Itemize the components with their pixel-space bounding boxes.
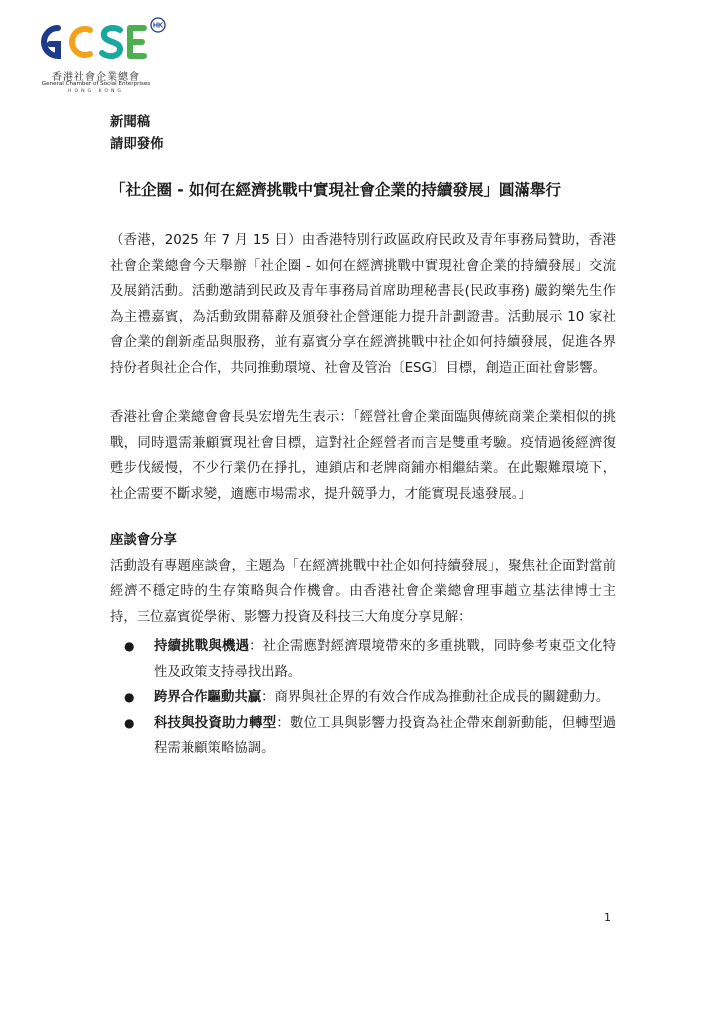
bullet-text: ：數位工具與影響力投資為社企帶來創新動能，但轉型過程需兼顧策略協調。 <box>154 715 617 756</box>
bullet-heading: 科技與投資助力轉型 <box>154 715 277 731</box>
paragraph-quote: 香港社會企業總會會長吳宏增先生表示：「經營社會企業面臨與傳統商業企業相似的挑戰，同時還需兼顧實現社會目標，這對社企經營者而言是雙重考驗。疫情過後經濟復甦步伐緩慢，不少行業仍在掙扎，連鎖店和老牌商鋪亦相繼結業。在此艱難環境下，社企需要不斷求變，適應市場需求，提升競爭力，才能實現長遠發展。」 <box>110 410 616 502</box>
list-item <box>110 711 616 762</box>
document-title: 「社企圈 - 如何在經濟挑戰中實現社會企業的持續發展」圓滿舉行 <box>110 181 561 199</box>
logo-region: HONG KONG <box>68 89 124 94</box>
bullet-text: ：社企需應對經濟環境帶來的多重挑戰，同時參考東亞文化特性及政策支持尋找出路。 <box>154 639 617 680</box>
bullet-heading: 跨界合作驅動共贏 <box>154 690 262 705</box>
logo-english-name: General Chamber of Social Enterprises <box>41 81 151 87</box>
page-number: 1 <box>604 911 611 924</box>
gcse-logo-mark <box>34 16 174 68</box>
logo-chinese-name: 香港社會企業總會 <box>52 72 140 83</box>
list-item <box>110 685 616 711</box>
bullet-icon: ● <box>124 639 135 653</box>
immediate-release-tag: 請即發佈 <box>110 137 164 152</box>
hk-badge: HK <box>152 22 164 30</box>
gcse-logo <box>34 16 174 96</box>
bullet-heading: 持續挑戰與機遇 <box>154 639 250 654</box>
press-release-tag: 新聞稿 <box>110 115 151 130</box>
bullet-text: ：商界與社企界的有效合作成為推動社企成長的關鍵動力。 <box>261 690 610 705</box>
paragraph-intro: （香港，2025 年 7 月 15 日）由香港特別行政區政府民政及青年事務局贊助，香港社會企業總會今天舉辦「社企圈 - 如何在經濟挑戰中實現社會企業的持續發展」交流及展銷活動。活動邀請到民政及青年事務局首席助理秘書長(民政事務) 嚴鈞樂先生作為主禮嘉賓，為活動致開幕辭及頒發社企營運能力提升計劃證書。活動展示 10 家社會企業的創新產品與服務，並有嘉賓分享在經濟挑戰中社企如何持續發展，促進各界持份者與社企合作，共同推動環境、社會及管治〔ESG〕目標，創造正面社會影響。 <box>110 233 616 376</box>
section-intro: 活動設有專題座談會，主題為「在經濟挑戰中社企如何持續發展」，聚焦社企面對當前經濟不穩定時的生存策略與合作機會。由香港社會企業總會理事趙立基法律博士主持，三位嘉賓從學術、影響力投資及科技三大角度分享見解： <box>110 558 616 625</box>
section-heading: 座談會分享 <box>110 533 177 548</box>
bullet-list <box>110 634 616 762</box>
bullet-icon: ● <box>124 690 135 704</box>
list-item <box>110 634 616 685</box>
bullet-icon: ● <box>124 715 135 730</box>
press-release-body <box>110 112 616 762</box>
